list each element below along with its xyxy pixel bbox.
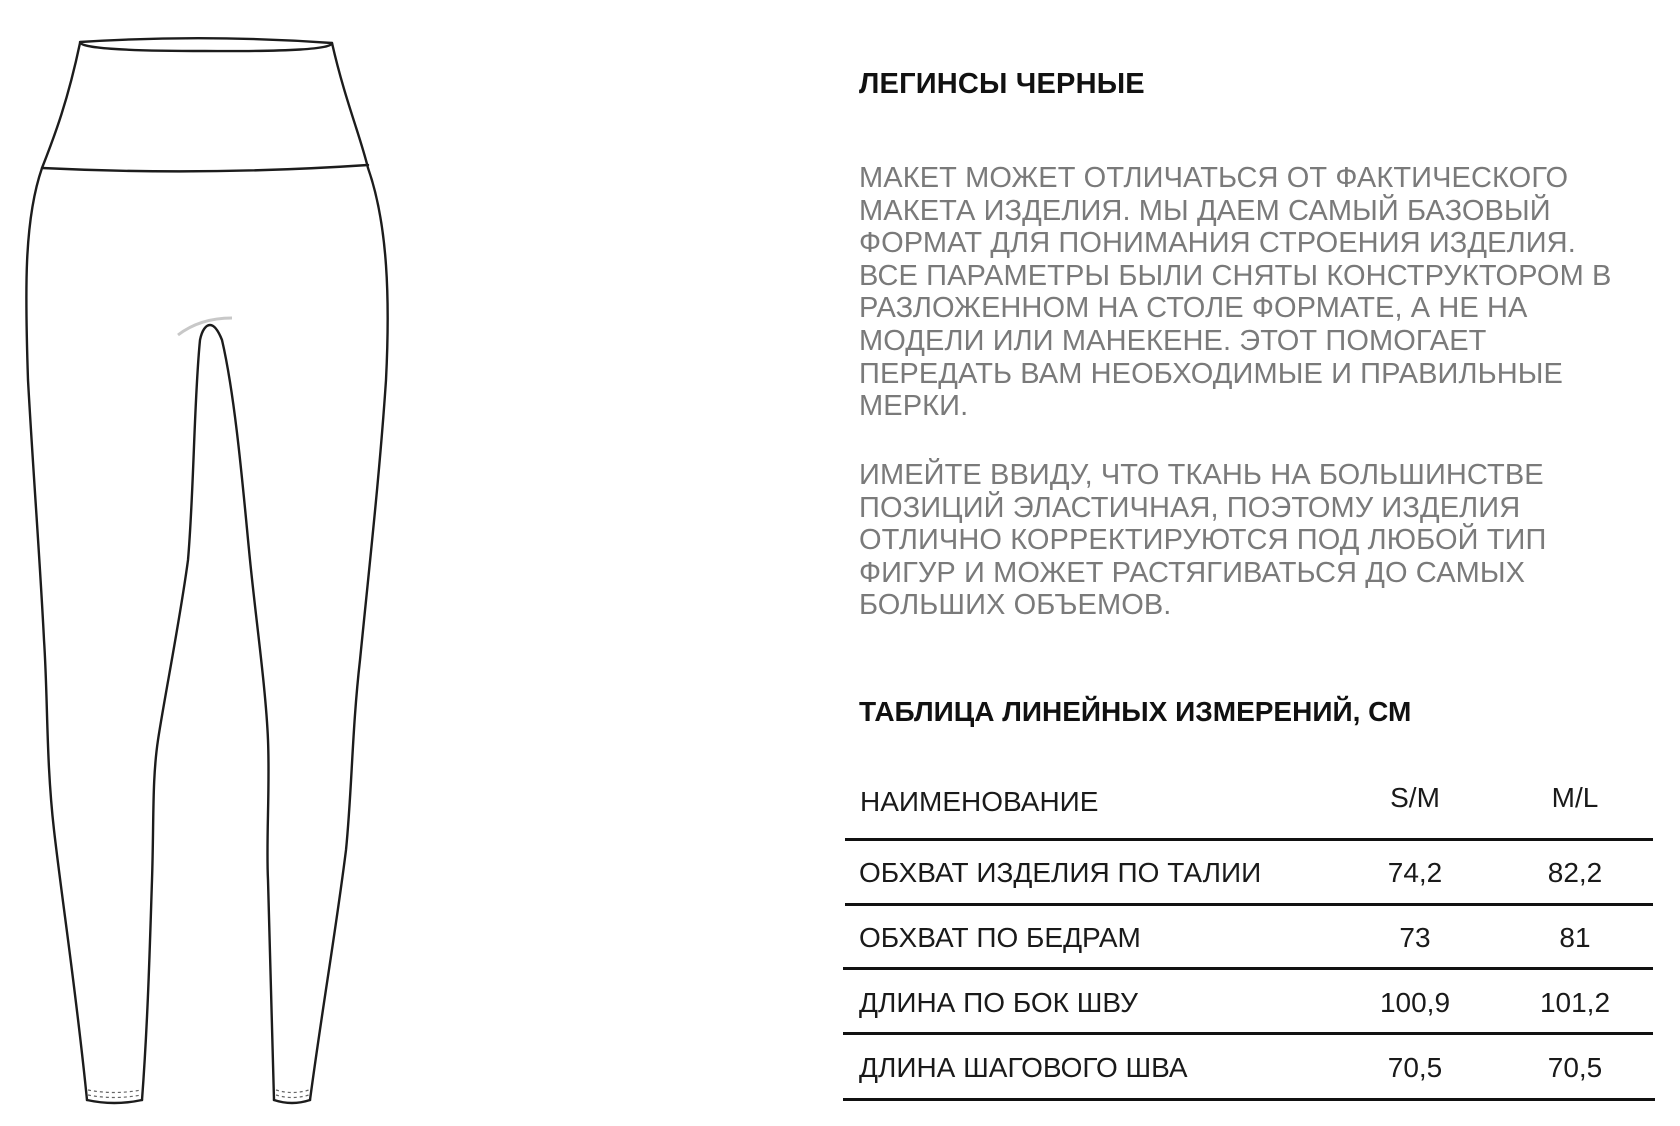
table-row-divider	[845, 903, 1653, 906]
row-inseam-name: ДЛИНА ШАГОВОГО ШВА	[859, 1052, 1188, 1083]
row-hips-sm: 73	[1399, 922, 1431, 953]
row-side-seam-sm: 100,9	[1379, 987, 1451, 1018]
product-title: ЛЕГИНСЫ ЧЕРНЫЕ	[859, 68, 1145, 100]
right-leg-outer-contour	[310, 43, 388, 1100]
text-line: МАКЕТ МОЖЕТ ОТЛИЧАТЬСЯ ОТ ФАКТИЧЕСКОГО	[859, 162, 1569, 194]
text-line: РАЗЛОЖЕННОМ НА СТОЛЕ ФОРМАТЕ, А НЕ НА	[859, 292, 1528, 325]
right-hem-stitch-1	[276, 1090, 309, 1093]
left-leg-outer-contour	[26, 43, 87, 1100]
left-hem	[87, 1100, 142, 1103]
text-line: ФОРМАТ ДЛЯ ПОНИМАНИЯ СТРОЕНИЯ ИЗДЕЛИЯ.	[859, 227, 1576, 260]
waistband-top-edge	[80, 38, 332, 51]
table-header-divider	[845, 838, 1653, 841]
row-hips-name: ОБХВАТ ПО БЕДРАМ	[859, 922, 1141, 953]
text-line: МОДЕЛИ ИЛИ МАНЕКЕНЕ. ЭТОТ ПОМОГАЕТ	[859, 324, 1487, 357]
row-waist-name: ОБХВАТ ИЗДЕЛИЯ ПО ТАЛИИ	[859, 857, 1262, 888]
row-waist-ml: 82,2	[1547, 857, 1603, 888]
header-size-sm: S/M	[1390, 782, 1440, 813]
text-line: ОТЛИЧНО КОРРЕКТИРУЮТСЯ ПОД ЛЮБОЙ ТИП	[859, 524, 1547, 557]
text-line: ПЕРЕДАТЬ ВАМ НЕОБХОДИМЫЕ И ПРАВИЛЬНЫЕ	[859, 357, 1563, 390]
text-line: ФИГУР И МОЖЕТ РАСТЯГИВАТЬСЯ ДО САМЫХ	[859, 556, 1526, 589]
table-row-divider	[843, 1032, 1653, 1035]
description-paragraph-disclaimer	[859, 162, 1659, 423]
row-hips-ml: 81	[1559, 922, 1591, 953]
row-side-seam-ml: 101,2	[1539, 987, 1611, 1018]
row-inseam-ml: 70,5	[1547, 1052, 1603, 1083]
text-line: ВСЕ ПАРАМЕТРЫ БЫЛИ СНЯТЫ КОНСТРУКТОРОМ В	[859, 259, 1612, 292]
description-paragraph-elasticity	[859, 459, 1659, 622]
left-hem-stitch-2	[88, 1095, 141, 1098]
text-line: МАКЕТА ИЗДЕЛИЯ. МЫ ДАЕМ САМЫЙ БАЗОВЫЙ	[859, 194, 1551, 227]
size-table-title: ТАБЛИЦА ЛИНЕЙНЫХ ИЗМЕРЕНИЙ, СМ	[859, 696, 1412, 727]
text-line: МЕРКИ.	[859, 390, 969, 423]
leggings-sketch-illustration	[0, 0, 420, 1126]
right-hem-stitch-2	[276, 1095, 309, 1098]
text-line: ИМЕЙТЕ ВВИДУ, ЧТО ТКАНЬ НА БОЛЬШИНСТВЕ	[859, 459, 1544, 491]
row-waist-sm: 74,2	[1387, 857, 1443, 888]
waistband-seam	[42, 165, 368, 171]
right-hem	[274, 1100, 310, 1103]
row-side-seam-name: ДЛИНА ПО БОК ШВУ	[859, 987, 1138, 1018]
row-inseam-sm: 70,5	[1387, 1052, 1443, 1083]
header-name: НАИМЕНОВАНИЕ	[860, 786, 1099, 817]
header-size-ml: M/L	[1551, 782, 1599, 813]
inner-leg-contour	[142, 325, 274, 1100]
left-hem-stitch-1	[88, 1090, 141, 1093]
text-line: ПОЗИЦИЙ ЭЛАСТИЧНАЯ, ПОЭТОМУ ИЗДЕЛИЯ	[859, 491, 1521, 524]
text-line: БОЛЬШИХ ОБЪЕМОВ.	[859, 589, 1172, 622]
table-row-divider	[843, 967, 1653, 970]
table-bottom-divider	[843, 1098, 1655, 1101]
